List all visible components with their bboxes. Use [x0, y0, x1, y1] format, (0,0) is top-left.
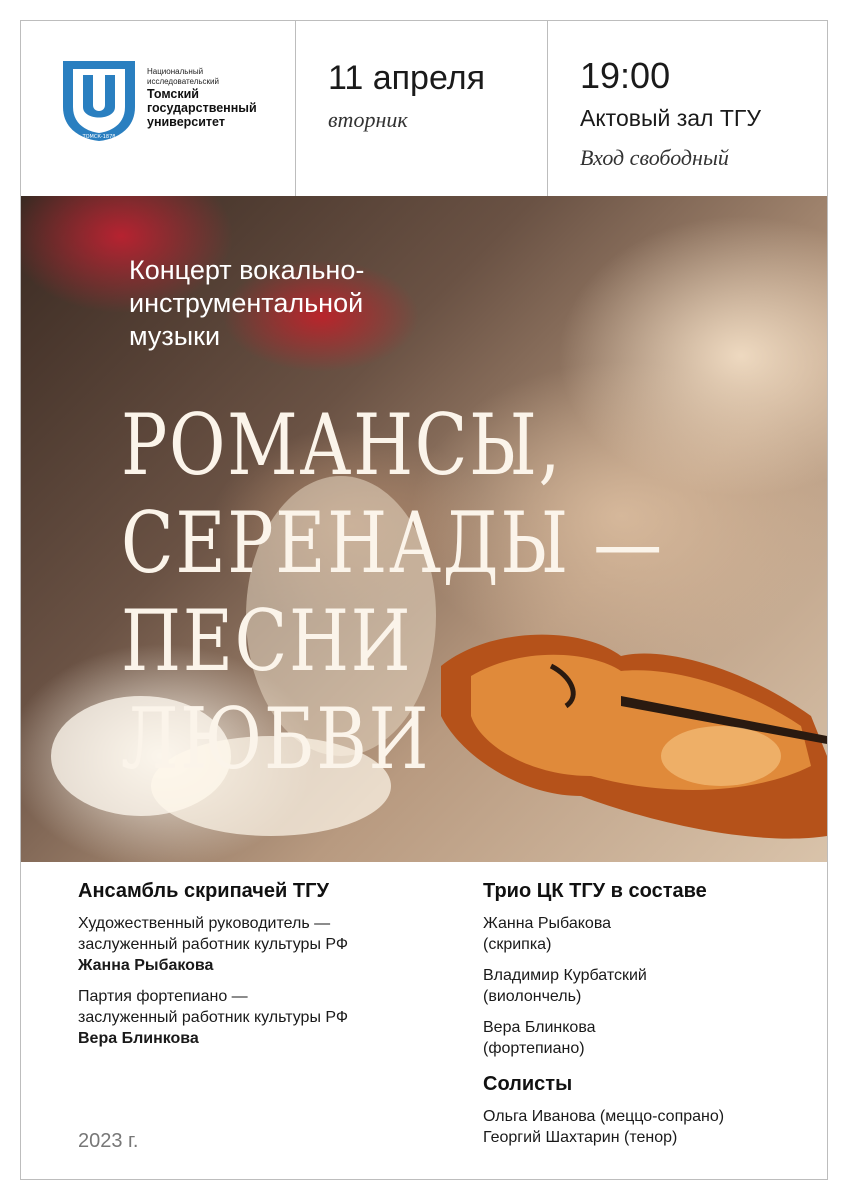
member-name: Владимир Курбатский: [483, 967, 647, 984]
poster-year: 2023 г.: [78, 1130, 139, 1152]
concert-title: [121, 396, 695, 788]
trio-member: [483, 965, 813, 1007]
soloist-item: Ольга Иванова (меццо-сопрано): [483, 1108, 725, 1125]
ensemble-director: [78, 913, 458, 976]
university-name-line: Томский: [147, 87, 199, 101]
emblem-text: ТОМСК-1878: [82, 134, 116, 140]
member-instrument: (скрипка): [483, 936, 552, 953]
date-cell: [296, 21, 548, 196]
person-name: Жанна Рыбакова: [78, 957, 214, 974]
concert-subtitle-line: Концерт вокально-: [129, 255, 365, 285]
concert-title-line: ЛЮБВИ: [121, 690, 431, 788]
poster-frame: [20, 20, 828, 1180]
member-name: Жанна Рыбакова: [483, 915, 612, 932]
soloists-list: [483, 1106, 813, 1148]
member-name: Вера Блинкова: [483, 1019, 596, 1036]
time-cell: [548, 21, 827, 196]
concert-title-line: РОМАНСЫ,: [121, 396, 563, 494]
soloists-heading: Солисты: [483, 1073, 573, 1095]
entry-note: Вход свободный: [580, 145, 729, 170]
ensemble-heading: Ансамбль скрипачей ТГУ: [78, 880, 329, 902]
trio-column: [483, 880, 813, 1158]
role-line: Партия фортепиано —: [78, 988, 248, 1005]
university-name-line: государственный: [147, 101, 257, 115]
logo-cell: [21, 21, 296, 196]
trio-member: [483, 913, 813, 955]
program-info: [21, 862, 827, 1179]
trio-heading: Трио ЦК ТГУ в составе: [483, 880, 707, 902]
concert-subtitle: [129, 254, 469, 353]
role-line: заслуженный работник культуры РФ: [78, 1009, 349, 1026]
person-name: Вера Блинкова: [78, 1030, 199, 1047]
university-name-line: университет: [147, 115, 225, 129]
role-line: Художественный руководитель —: [78, 915, 331, 932]
university-subtitle-line: Национальный: [147, 67, 204, 76]
event-time: 19:00: [580, 55, 671, 96]
event-date: 11 апреля: [328, 59, 486, 97]
soloist-item: Георгий Шахтарин (тенор): [483, 1129, 678, 1146]
university-emblem-icon: [59, 57, 139, 143]
university-subtitle: [147, 67, 219, 87]
university-name: [147, 87, 257, 129]
member-instrument: (виолончель): [483, 988, 582, 1005]
ensemble-pianist: [78, 986, 458, 1049]
university-subtitle-line: исследовательский: [147, 77, 219, 86]
trio-member: [483, 1017, 813, 1059]
concert-subtitle-line: музыки: [129, 321, 221, 351]
ensemble-column: [78, 880, 458, 1059]
concert-title-line: ПЕСНИ: [121, 592, 413, 690]
member-instrument: (фортепиано): [483, 1040, 585, 1057]
event-weekday: вторник: [328, 107, 408, 132]
concert-subtitle-line: инструментальной: [129, 288, 364, 318]
role-line: заслуженный работник культуры РФ: [78, 936, 349, 953]
concert-title-line: СЕРЕНАДЫ —: [121, 494, 664, 592]
hero-image: [21, 196, 827, 862]
header: [21, 21, 827, 197]
event-place: Актовый зал ТГУ: [580, 105, 761, 131]
